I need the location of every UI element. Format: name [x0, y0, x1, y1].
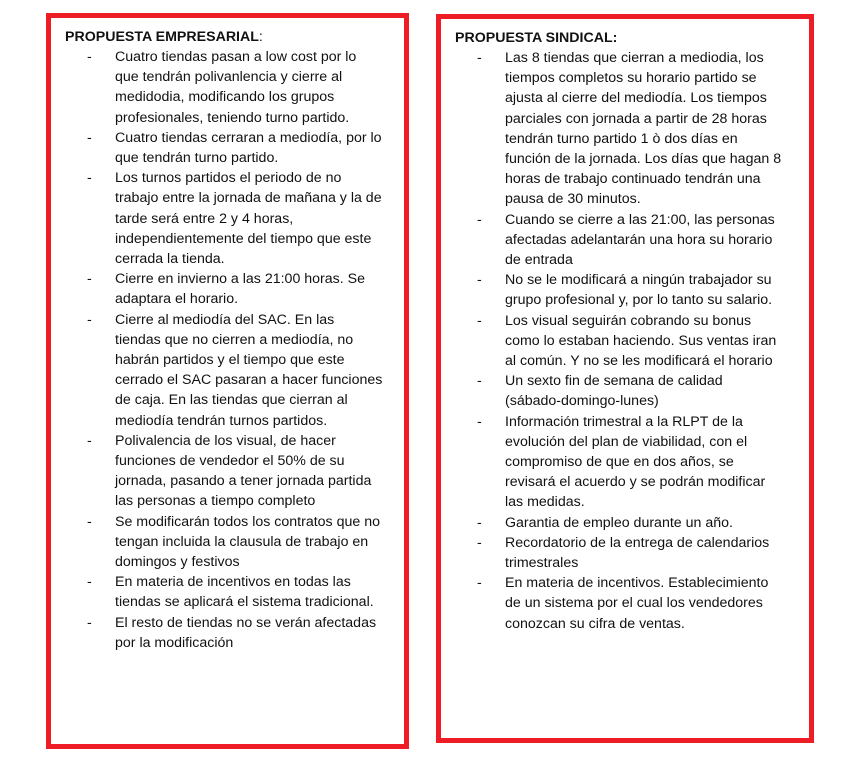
empresarial-proposal-box	[46, 13, 409, 749]
list-item	[477, 371, 782, 411]
list-item-text: Los turnos partidos el periodo de no trabajo entre la jornada de mañana y la de tarde será entre 2 y 4 horas, independientemente del tiempo que este cerrada la tienda.	[115, 170, 382, 268]
bullet-dash: -	[477, 211, 482, 228]
bullet-dash: -	[87, 311, 92, 328]
bullet-dash: -	[477, 575, 482, 592]
bullet-dash: -	[87, 614, 92, 631]
bullet-dash: -	[477, 373, 482, 390]
list-item-text: No se le modificará a ningún trabajador su grupo profesional y, por lo tanto su salario.	[505, 272, 773, 309]
bullet-dash: -	[87, 574, 92, 591]
bullet-dash: -	[87, 513, 92, 530]
list-item	[477, 533, 782, 573]
list-item-text: Se modificarán todos los contratos que no tengan incluida la clausula de trabajo en domingos y festivos	[115, 513, 380, 571]
bullet-dash: -	[477, 312, 482, 329]
sindical-proposal-box	[436, 14, 814, 743]
list-item	[477, 210, 782, 271]
list-item	[87, 512, 383, 573]
bullet-dash: -	[477, 50, 482, 66]
list-item	[477, 573, 782, 634]
list-item-text: Polivalencia de los visual, de hacer funciones de vendedor el 50% de su jornada, pasando a tener jornada partida las personas a tiempo completo	[115, 432, 372, 510]
list-item	[87, 431, 383, 512]
list-item	[87, 128, 383, 168]
list-item-text: En materia de incentivos en todas las tiendas se aplicará el sistema tradicional.	[115, 574, 374, 611]
bullet-dash: -	[477, 413, 482, 430]
bullet-dash: -	[87, 271, 92, 288]
empresarial-title-colon: :	[258, 29, 263, 45]
list-item-text: En materia de incentivos. Establecimiento de un sistema por el cual los vendedores conozcan su cifra de ventas.	[505, 575, 769, 632]
bullet-dash: -	[477, 514, 482, 531]
bullet-dash: -	[87, 49, 92, 65]
list-item-text: Los visual seguirán cobrando su bonus como lo estaban haciendo. Sus ventas iran al común. Y no se les modificará el horario	[505, 312, 777, 370]
bullet-dash: -	[477, 534, 482, 551]
bullet-dash: -	[477, 272, 482, 289]
bullet-dash: -	[87, 170, 92, 187]
list-item	[477, 311, 782, 372]
list-item-text: Recordatorio de la entrega de calendarios trimestrales	[505, 534, 770, 572]
list-item	[87, 310, 383, 431]
list-item	[87, 168, 383, 269]
list-item-text: Cuando se cierre a las 21:00, las personas afectadas adelantarán una hora su horario de entrada	[505, 211, 775, 269]
sindical-list	[477, 48, 782, 634]
sindical-title-text: PROPUESTA SINDICAL:	[455, 30, 618, 46]
list-item-text: Garantia de empleo durante un año.	[505, 514, 733, 531]
bullet-dash: -	[87, 129, 92, 146]
list-item-text: Cuatro tiendas cerraran a mediodía, por lo que tendrán turno partido.	[115, 129, 382, 167]
sindical-title	[455, 28, 617, 48]
list-item	[477, 412, 782, 513]
list-item-text: El resto de tiendas no se verán afectadas por la modificación	[115, 614, 377, 651]
bullet-dash: -	[87, 432, 92, 449]
empresarial-title-text: PROPUESTA EMPRESARIAL	[65, 29, 259, 45]
list-item-text: Información trimestral a la RLPT de la evolución del plan de viabilidad, con el compromiso de que en dos años, se revisará el acuerdo y se podrán modificar las medidas.	[505, 413, 766, 511]
empresarial-title	[65, 27, 263, 47]
list-item-text: Un sexto fin de semana de calidad (sábado-domingo-lunes)	[505, 373, 723, 410]
list-item-text: Cierre en invierno a las 21:00 horas. Se adaptara el horario.	[115, 271, 365, 308]
empresarial-list	[87, 47, 383, 653]
list-item	[477, 48, 782, 210]
list-item-text: Las 8 tiendas que cierran a mediodia, los tiempos completos su horario partido se ajusta al cierre del mediodía. Los tiempos parciales con jornada a partir de 28 horas tendrán turno partido 1 ò dos días en función de la jornada. Los días que hagan 8 horas de trabajo continuado tendrán una pausa de 30 minutos.	[505, 50, 782, 208]
list-item-text: Cuatro tiendas pasan a low cost por lo que tendrán polivanlencia y cierre al medidodia, modificando los grupos profesionales, teniendo turno partido.	[115, 49, 357, 126]
list-item-text: Cierre al mediodía del SAC. En las tiendas que no cierren a mediodía, no habrán partidos y el tiempo que este cerrado el SAC pasaran a hacer funciones de caja. En las tiendas que cierran al mediodía tendrán turnos partidos.	[115, 311, 383, 429]
list-item	[87, 47, 383, 128]
list-item	[477, 513, 782, 533]
list-item	[477, 270, 782, 310]
list-item	[87, 572, 383, 612]
list-item	[87, 613, 383, 653]
list-item	[87, 269, 383, 309]
